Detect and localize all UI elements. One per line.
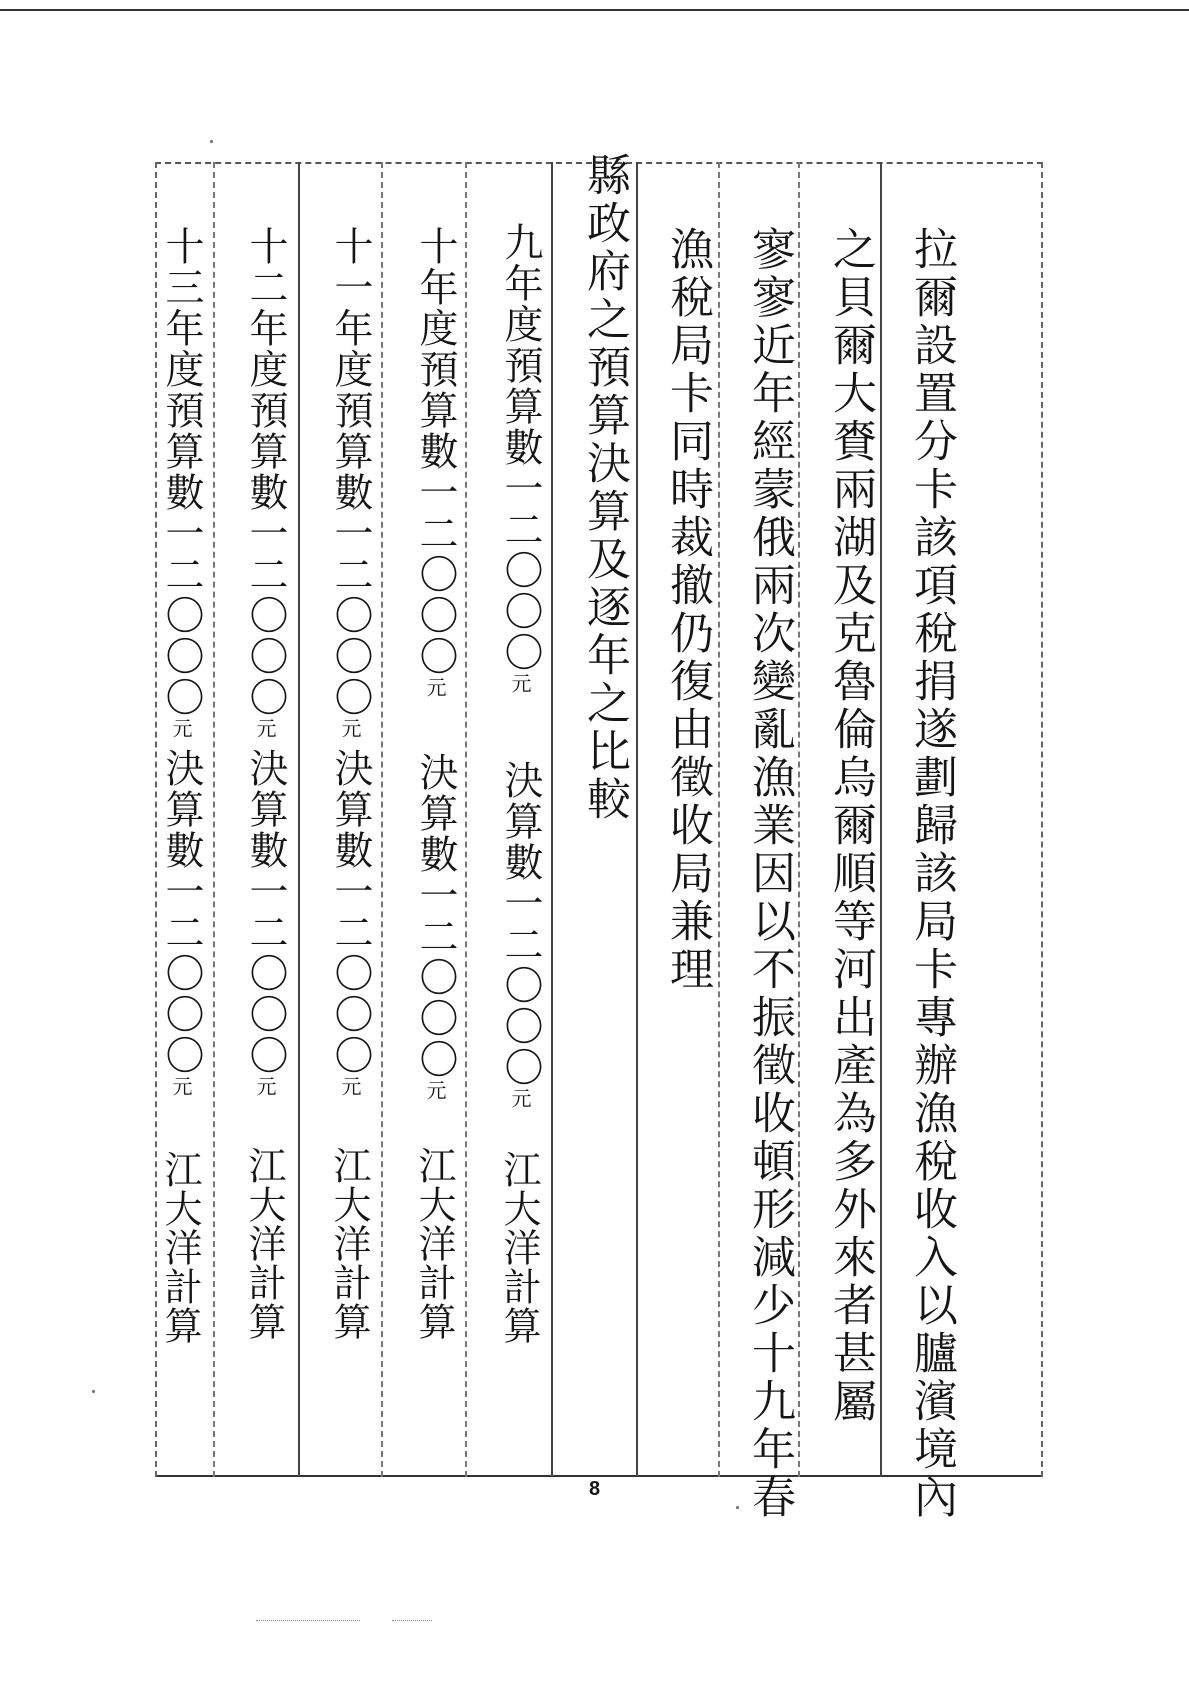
- yuan-unit-label: 元: [169, 1076, 193, 1096]
- scan-speck: [736, 1506, 739, 1509]
- page-number: 8: [588, 1478, 601, 1500]
- yuan-unit-label: 元: [253, 718, 277, 738]
- yuan-unit-label: 元: [169, 718, 193, 738]
- budget-row-11-currency-note: 江大洋計算: [327, 1146, 371, 1341]
- text-column-4: 漁稅局卡同時裁撤仍復由徵收局兼理: [662, 226, 713, 994]
- budget-row-10-currency-note: 江大洋計算: [412, 1146, 456, 1341]
- text-column-1: 拉爾設置分卡該項稅捐遂劃歸該局卡專辦漁稅收入以臚濱境內: [906, 226, 957, 1522]
- frame-left-border: [155, 162, 157, 1477]
- scan-mark: [392, 1620, 432, 1622]
- yuan-unit-label: 元: [423, 1080, 447, 1100]
- budget-row-9-currency-note: 江大洋計算: [497, 1150, 541, 1345]
- scan-speck: [92, 1390, 95, 1393]
- budget-row-13-currency-note: 江大洋計算: [158, 1150, 202, 1345]
- yuan-unit-label: 元: [508, 1088, 532, 1108]
- budget-row-10-budget: 十年度預算數一二〇〇〇元: [413, 226, 458, 697]
- scan-mark: [256, 1620, 360, 1622]
- budget-row-12-budget: 十二年度預算數一二〇〇〇元: [243, 226, 288, 738]
- column-rule: [798, 162, 800, 1477]
- yuan-unit-label: 元: [508, 673, 532, 693]
- budget-row-12-currency-note: 江大洋計算: [242, 1146, 286, 1341]
- column-rule: [551, 162, 553, 1477]
- budget-row-11-budget: 十一年度預算數一二〇〇〇元: [328, 226, 373, 738]
- budget-row-13-budget: 十三年度預算數一二〇〇〇元: [159, 226, 204, 738]
- yuan-unit-label: 元: [338, 1076, 362, 1096]
- frame-right-border: [1041, 162, 1043, 1477]
- budget-row-12-final: 決算數一二〇〇〇元: [243, 748, 288, 1096]
- budget-row-9-budget: 九年度預算數一二〇〇〇元: [498, 222, 543, 693]
- scan-speck: [210, 140, 213, 143]
- text-column-3: 寥寥近年經蒙俄兩次變亂漁業因以不振徵收頓形減少十九年春: [744, 226, 795, 1522]
- yuan-unit-label: 元: [338, 718, 362, 738]
- column-rule: [298, 162, 300, 1477]
- column-rule: [465, 162, 467, 1477]
- section-heading: 縣政府之預算決算及逐年之比較: [579, 152, 630, 824]
- budget-row-10-final: 決算數一二〇〇〇元: [413, 752, 458, 1100]
- text-column-2: 之貝爾大賚兩湖及克魯倫烏爾順等河出產為多外來者甚屬: [825, 226, 876, 1426]
- column-rule: [636, 162, 638, 1477]
- column-rule: [213, 162, 215, 1477]
- budget-row-9-final: 決算數一二〇〇〇元: [498, 760, 543, 1108]
- column-rule: [880, 162, 882, 1477]
- top-scan-rule: [0, 9, 1189, 11]
- column-rule: [381, 162, 383, 1477]
- column-rule: [718, 162, 720, 1477]
- budget-row-13-final: 決算數一二〇〇〇元: [159, 748, 204, 1096]
- yuan-unit-label: 元: [423, 677, 447, 697]
- budget-row-11-final: 決算數一二〇〇〇元: [328, 748, 373, 1096]
- yuan-unit-label: 元: [253, 1076, 277, 1096]
